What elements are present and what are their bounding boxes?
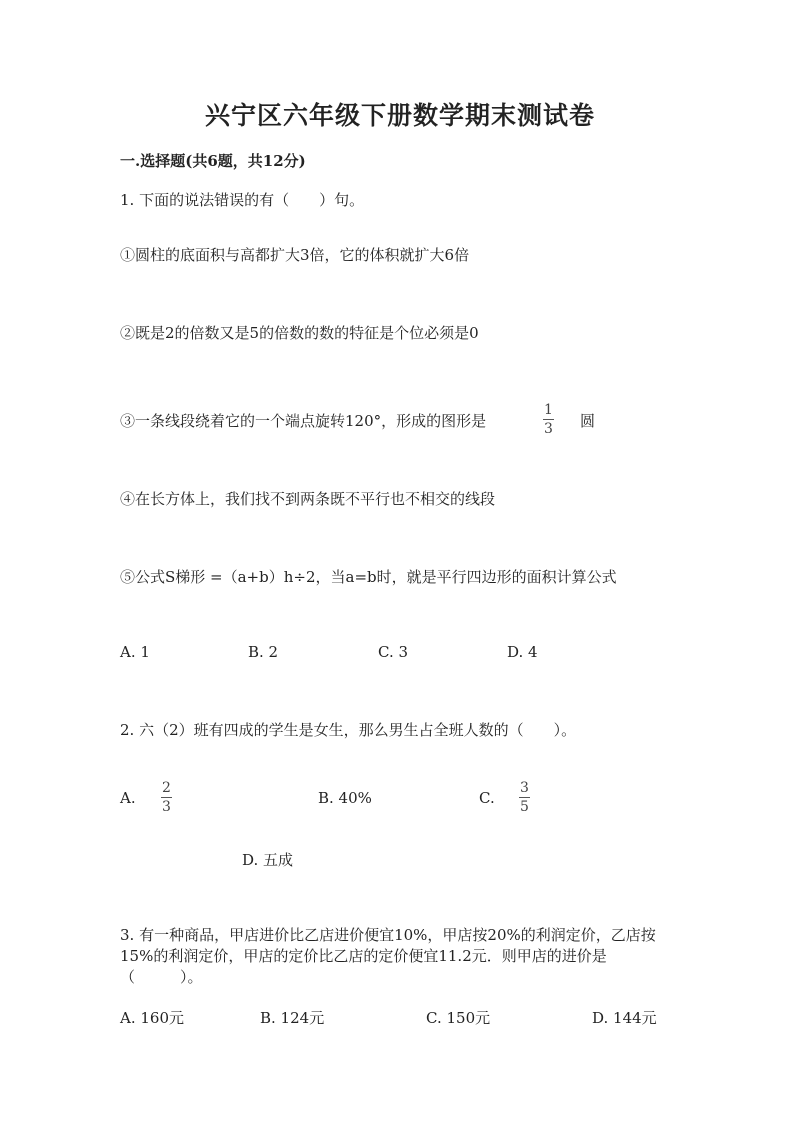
fraction-bar: [161, 797, 172, 798]
q2-option-c-fraction: [518, 781, 531, 814]
fraction-denominator: 5: [520, 799, 529, 815]
q1-statement-4: ④在长方体上，我们找不到两条既不平行也不相交的线段: [120, 490, 496, 508]
q1-statement-2: ②既是2的倍数又是5的倍数的数的特征是个位必须是0: [120, 324, 479, 342]
fraction-numerator: 1: [544, 402, 553, 418]
q1-option-a[interactable]: A. 1: [120, 643, 150, 661]
q2-option-b[interactable]: B. 40%: [318, 789, 372, 807]
q1-statement-3: ③一条线段绕着它的一个端点旋转120°，形成的图形是: [120, 412, 487, 430]
page-title: 兴宁区六年级下册数学期末测试卷: [204, 101, 595, 130]
q2-option-d[interactable]: D. 五成: [242, 851, 294, 869]
fraction-bar: [543, 419, 554, 420]
q1-option-c[interactable]: C. 3: [378, 643, 409, 661]
q2-option-a-fraction: [160, 781, 173, 814]
q3-stem-line-3: （ ）。: [120, 968, 203, 986]
fraction-denominator: 3: [162, 799, 171, 815]
q2-option-a[interactable]: A.: [120, 789, 136, 807]
q1-statement-5: ⑤公式S梯形 =（a+b）h÷2，当a=b时，就是平行四边形的面积计算公式: [120, 568, 617, 586]
q3-option-c[interactable]: C. 150元: [426, 1009, 491, 1027]
q1-option-d[interactable]: D. 4: [507, 643, 538, 661]
section-heading: 一.选择题(共6题，共12分): [120, 152, 306, 170]
fraction-numerator: 3: [520, 780, 529, 796]
q3-stem-line-2: 15%的利润定价，甲店的定价比乙店的定价便宜11.2元．则甲店的进价是: [120, 947, 607, 965]
q1-stem: 1. 下面的说法错误的有（ ）句。: [120, 191, 365, 209]
q2-option-c[interactable]: C.: [479, 789, 495, 807]
q2-stem: 2. 六（2）班有四成的学生是女生，那么男生占全班人数的（ ）。: [120, 721, 577, 739]
q1-statement-3-fraction: [542, 403, 555, 436]
fraction-numerator: 2: [162, 780, 171, 796]
q3-option-d[interactable]: D. 144元: [592, 1009, 657, 1027]
fraction-denominator: 3: [544, 421, 553, 437]
q3-option-b[interactable]: B. 124元: [260, 1009, 325, 1027]
q3-stem-line-1: 3. 有一种商品，甲店进价比乙店进价便宜10%，甲店按20%的利润定价，乙店按: [120, 926, 656, 944]
q3-option-a[interactable]: A. 160元: [120, 1009, 184, 1027]
q1-option-b[interactable]: B. 2: [248, 643, 279, 661]
q1-statement-1: ①圆柱的底面积与高都扩大3倍，它的体积就扩大6倍: [120, 246, 470, 264]
q1-statement-3-suffix: 圆: [580, 412, 596, 430]
fraction-bar: [519, 797, 530, 798]
